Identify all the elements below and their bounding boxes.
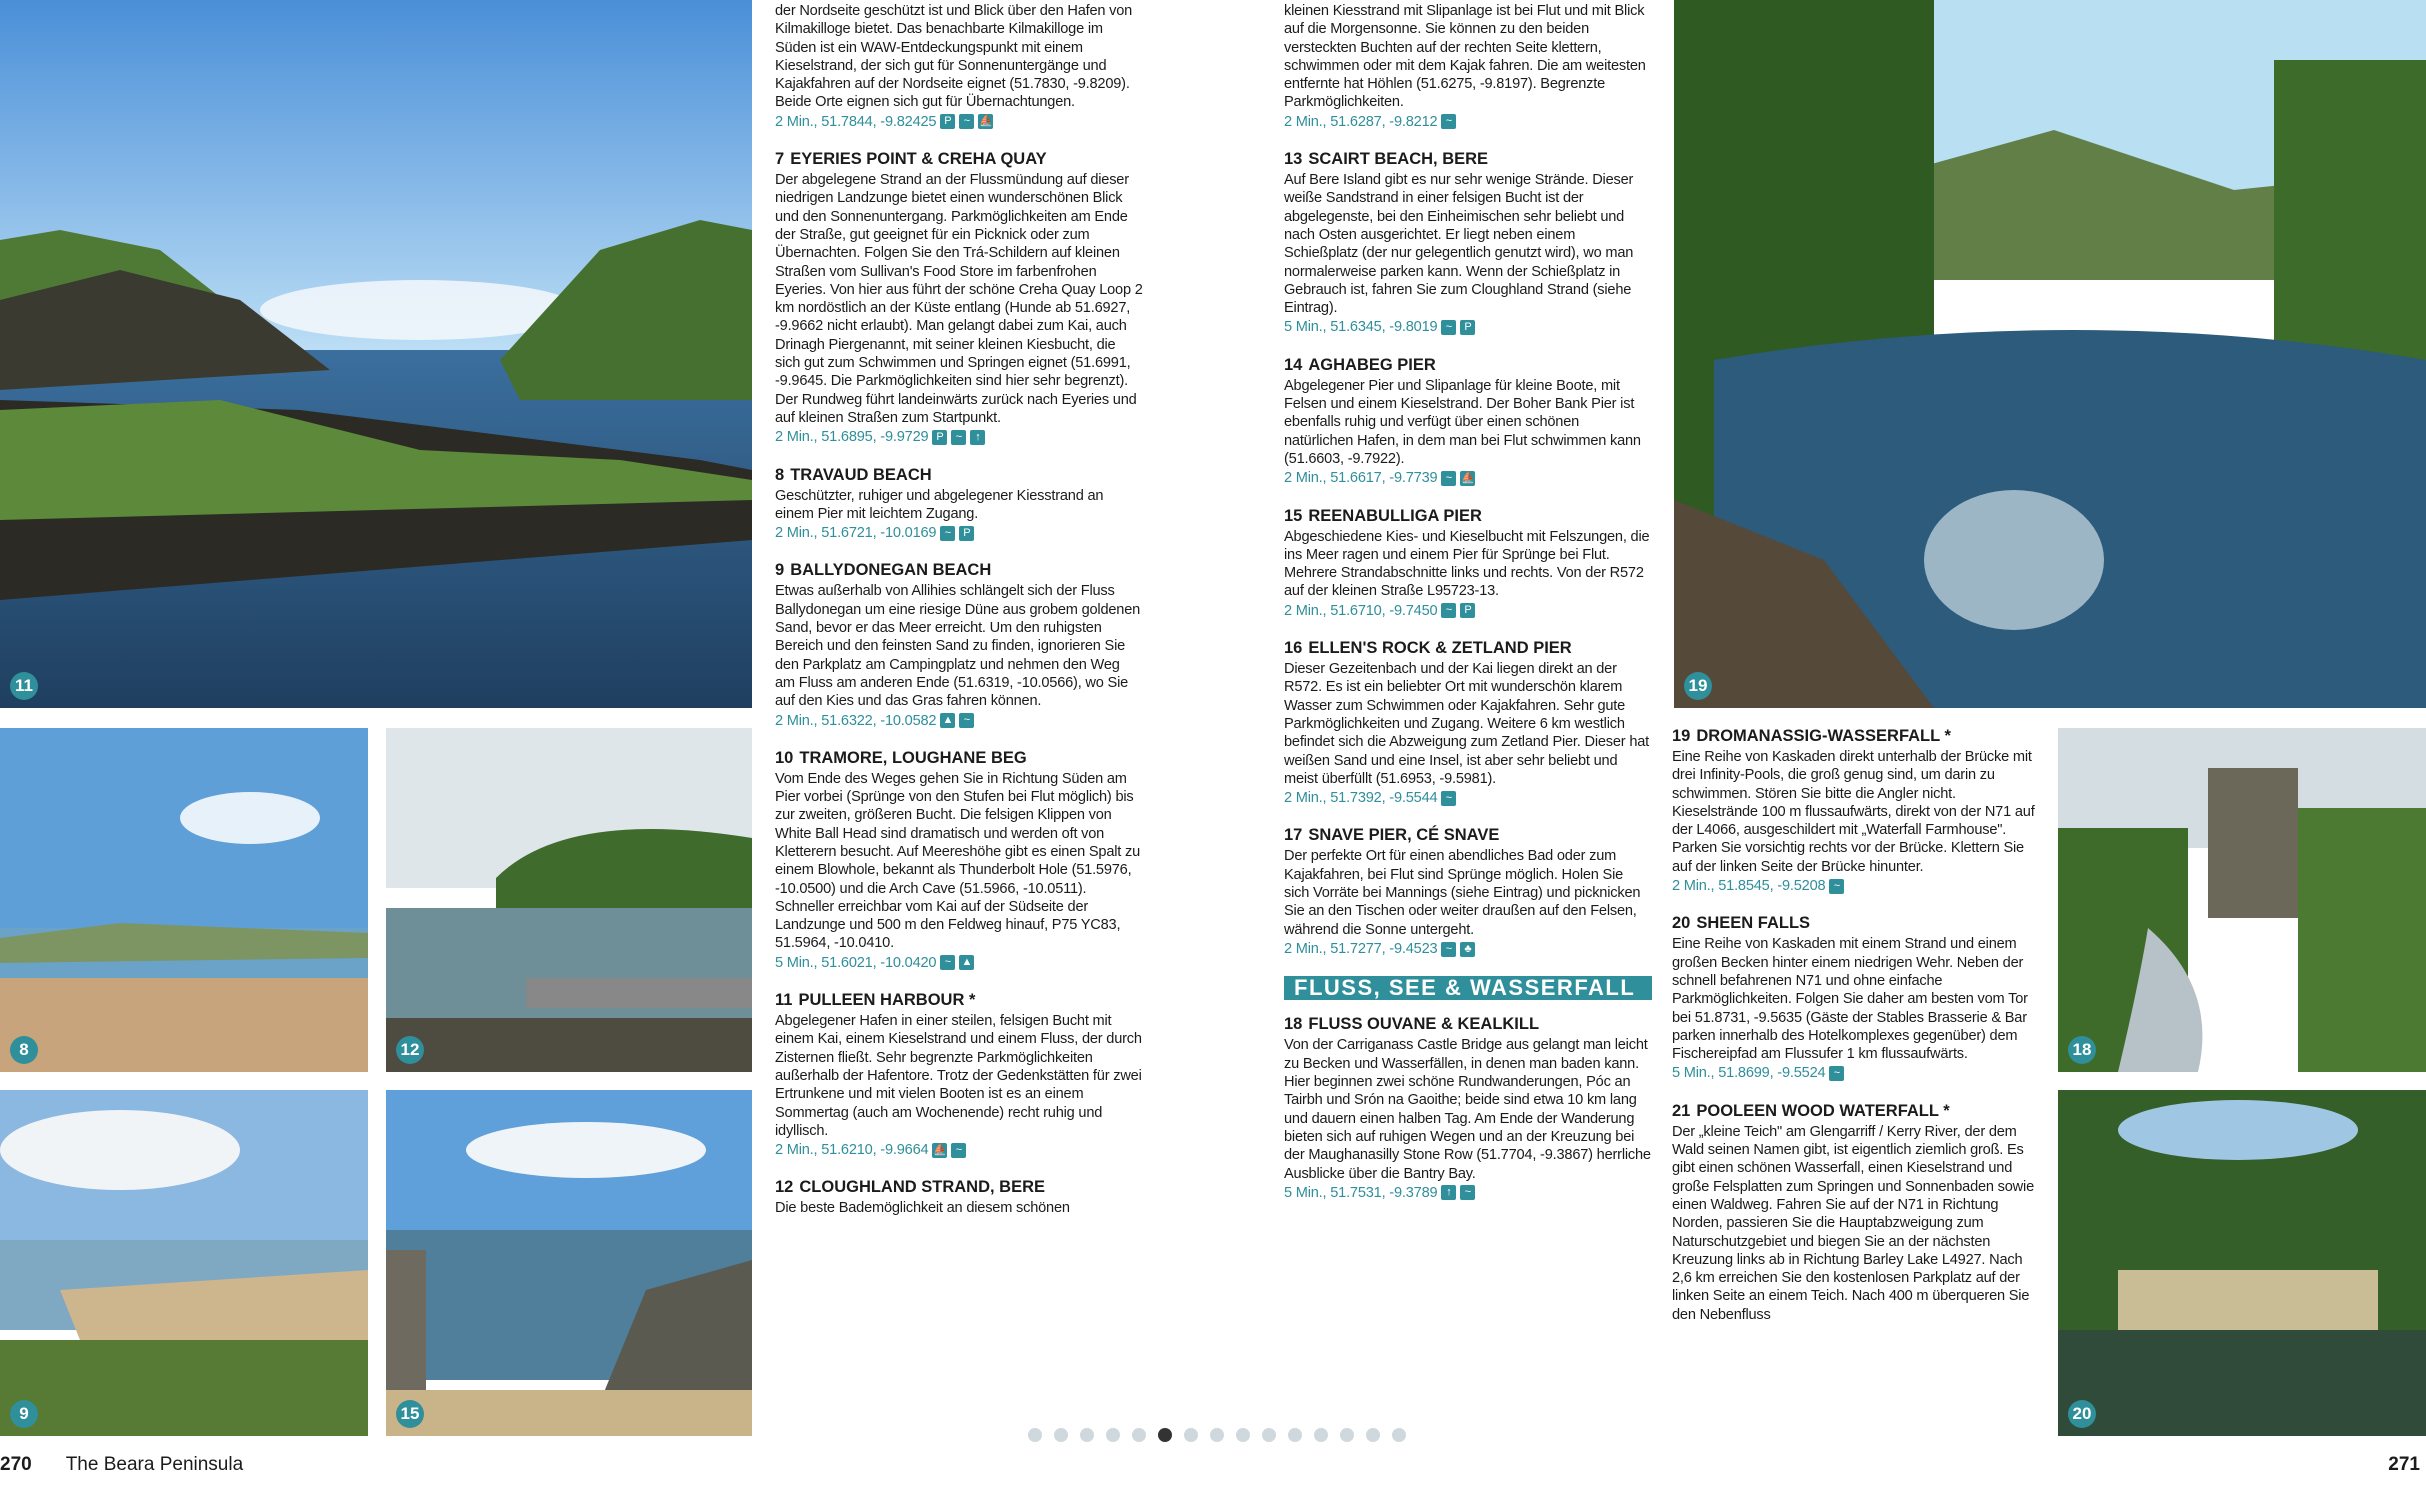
- entry-21: [1672, 1101, 2042, 1324]
- carousel-dot[interactable]: [1210, 1428, 1224, 1442]
- entry-body: Vom Ende des Weges gehen Sie in Richtung Süden am Pier vorbei (Sprünge von den Stufen bei Flut möglich) bis zur zweiten, größeren Bucht. Die felsigen Klippen von White Ball Head sind dramatisch und werden oft von Kletterern besucht. Auf Meereshöhe gibt es einen Spalt zu einem Blowhole, bekannt als Thunderbolt Hole (51.5976, -10.0500) und die Arch Cave (51.5966, -10.0511). Schneller erreichbar vom Kai auf der Südseite der Landzunge und 500 m den Feldweg hinauf, P75 YC83, 51.5964, -10.0410.: [775, 770, 1141, 952]
- meta-text: 2 Min., 51.7277, -9.4523: [1284, 940, 1438, 957]
- entry-title-text: POOLEEN WOOD WATERFALL *: [1696, 1101, 1950, 1120]
- entry-meta: [775, 428, 1143, 446]
- entry-9: [775, 560, 1143, 729]
- parking-icon: P: [940, 114, 955, 129]
- entry-number: 16: [1284, 639, 1303, 658]
- swim-icon: ~: [1441, 320, 1456, 335]
- boat-icon: ⛵: [933, 1143, 947, 1156]
- entry-20: [1672, 913, 2042, 1082]
- pier-12-image: [386, 728, 752, 1072]
- meta-text: 2 Min., 51.7844, -9.82425: [775, 113, 937, 130]
- swim-icon: ~: [959, 713, 974, 728]
- entry-body: Dieser Gezeitenbach und der Kai liegen direkt an der R572. Es ist ein beliebter Ort mit wunderschön klarem Wasser zum Schwimmen oder Kajakfahren. Sehr gute Parkmöglichkeiten und Zugang. Weitere 6 km westlich befindet sich die Abzweigung zum Zetland Pier. Dieser hat weißen Sand und eine Insel, ist aber sehr beliebt und meist überfüllt (51.6953, -9.5981).: [1284, 661, 1650, 787]
- entry-meta: [775, 712, 1143, 730]
- photo-castle-18: [2058, 728, 2426, 1072]
- entry-title-text: DROMANASSIG-WASSERFALL *: [1696, 727, 1951, 745]
- entry-body: Von der Carriganass Castle Bridge aus gelangt man leicht zu Becken und Wasserfällen, in denen man baden kann. Hier beginnen zwei schöne Rundwanderungen, Póc an Tairbh und Srón na Gaoithe; beide sind etwa 10 km lang und dauern einen halben Tag. Am Ende der Wanderung bieten sich auf ruhigen Wegen und an der Kreuzung bei der Maughanasilly Stone Row (51.7704, -9.3867) herrliche Ausblicke über die Bantry Bay.: [1284, 1037, 1651, 1182]
- entry-meta: [775, 954, 1143, 972]
- entry-meta: [1284, 789, 1652, 807]
- entry-number: 13: [1284, 150, 1303, 169]
- entry-title: [1284, 638, 1652, 658]
- entry-meta: [1284, 113, 1652, 131]
- entry-title-text: TRAMORE, LOUGHANE BEG: [799, 748, 1027, 767]
- entry-meta: [1672, 1064, 2042, 1082]
- photo-number-badge: 20: [2068, 1400, 2096, 1428]
- entry-title: [1284, 1014, 1652, 1034]
- swim-icon: ~: [940, 526, 955, 541]
- entry-number: 11: [775, 991, 793, 1010]
- entry-body: Abgeschiedene Kies- und Kieselbucht mit Felszungen, die ins Meer ragen und einem Pier für Sprünge bei Flut. Mehrere Strandabschnitte links und rechts. Von der R572 auf der kleinen Straße L95723-13.: [1284, 528, 1650, 600]
- entry-title: [775, 748, 1143, 768]
- waterfall-20-image: [2058, 1090, 2426, 1436]
- entry-title-text: FLUSS OUVANE & KEALKILL: [1308, 1015, 1540, 1034]
- shore-9-image: [0, 1090, 368, 1436]
- meta-text: 2 Min., 51.8545, -9.5208: [1672, 878, 1826, 895]
- page-number: 271: [2388, 1454, 2420, 1475]
- entry-number: 10: [775, 748, 794, 767]
- walk-icon: ↑: [970, 430, 985, 445]
- entry-number: 14: [1284, 355, 1303, 374]
- text-column-1: [775, 2, 1143, 1236]
- entry-meta: [1284, 1184, 1652, 1202]
- photo-beach-8: [0, 728, 368, 1072]
- entry-title-text: PULLEEN HARBOUR *: [798, 991, 976, 1010]
- parking-icon: P: [1460, 320, 1475, 335]
- entry-body: Der „kleine Teich" am Glengarriff / Kerry River, der dem Wald seinen Namen gibt, ist eigentlich ziemlich groß. Es gibt einen schönen Wasserfall, einen Kieselstrand und große Felsplatten zum Springen und Sonnenbaden sowie einen Waldweg. Fahren Sie auf der N71 in Richtung Norden, passieren Sie die Hauptabzweigung zum Naturschutzgebiet und biegen Sie an der nächsten Kreuzung links ab in Richtung Barley Lake L4927. Nach 2,6 km erreichen Sie den kostenlosen Parkplatz auf der linken Seite an einem Teich. Nach 400 m überqueren Sie den Nebenfluss: [1672, 1123, 2034, 1323]
- parking-icon: P: [932, 430, 947, 445]
- swim-icon: ~: [1460, 1185, 1475, 1200]
- entry-number: 15: [1284, 506, 1303, 525]
- carousel-dot[interactable]: [1184, 1428, 1198, 1442]
- entry-body: Auf Bere Island gibt es nur sehr wenige Strände. Dieser weiße Sandstrand in einer felsigen Bucht ist der abgelegenste, bei den Einheimischen sehr beliebt und nach Osten ausgerichtet. Er liegt neben einem Schießplatz (der nur gelegentlich genutzt wird), wo man normalerweise parken kann. Wenn der Schießplatz in Gebrauch ist, fahren Sie zum Cloughland Strand (siehe Eintrag).: [1284, 172, 1634, 317]
- carousel-dot[interactable]: [1080, 1428, 1094, 1442]
- entry-title-text: EYERIES POINT & CREHA QUAY: [790, 150, 1047, 169]
- swim-icon: ~: [959, 114, 974, 129]
- photo-number-badge: 18: [2068, 1036, 2096, 1064]
- entry-12: [775, 1177, 1143, 1217]
- carousel-dot[interactable]: [1314, 1428, 1328, 1442]
- entry-title-text: ELLEN'S ROCK & ZETLAND PIER: [1308, 639, 1572, 658]
- entry-title: [1284, 825, 1652, 845]
- entry-title-text: AGHABEG PIER: [1308, 355, 1436, 374]
- entry-number: 21: [1672, 1101, 1691, 1120]
- column-intro: der Nordseite geschützt ist und Blick über den Hafen von Kilmakilloge bietet. Das benachbarte Kilmakilloge im Süden ist ein WAW-Entdeckungspunkt mit einem Kieselstrand, der sich gut für Sonnenuntergänge und Kajakfahren auf der Nordseite eignet (51.7830, -9.8209). Beide Orte eignen sich gut für Übernachtungen.: [775, 3, 1133, 111]
- meta-text: 2 Min., 51.6617, -9.7739: [1284, 470, 1438, 487]
- entry-title: [1672, 1101, 2042, 1121]
- picnic-icon: ♣: [1460, 942, 1475, 957]
- entry-title: [1284, 355, 1652, 375]
- photo-harbour-15: [386, 1090, 752, 1436]
- entry-body: Der perfekte Ort für einen abendliches Bad oder zum Kajakfahren, bei Flut sind Sprünge möglich. Holen Sie sich Vorräte bei Mannings (siehe Eintrag) und picknicken Sie an den Tischen oder weiter draußen auf den Felsen, während die Sonne untergeht.: [1284, 848, 1641, 938]
- entry-14: [1284, 355, 1652, 488]
- photo-number-badge: 15: [396, 1400, 424, 1428]
- carousel-dots: [1028, 1428, 1406, 1442]
- meta-text: 5 Min., 51.6345, -9.8019: [1284, 319, 1438, 336]
- parking-icon: P: [1460, 603, 1475, 618]
- entry-meta: [1284, 940, 1652, 958]
- carousel-dot[interactable]: [1392, 1428, 1406, 1442]
- entry-number: 19: [1672, 727, 1691, 745]
- camping-icon: ▲: [940, 713, 955, 728]
- entry-number: 7: [775, 150, 785, 169]
- carousel-dot[interactable]: [1236, 1428, 1250, 1442]
- beach-8-image: [0, 728, 368, 1072]
- meta-text: 2 Min., 51.6710, -9.7450: [1284, 602, 1438, 619]
- entry-title-text: BALLYDONEGAN BEACH: [790, 561, 992, 580]
- swim-icon: ~: [1829, 1066, 1844, 1081]
- carousel-dot[interactable]: [1366, 1428, 1380, 1442]
- entry-7: [775, 149, 1143, 446]
- entry-title: [775, 1177, 1143, 1197]
- walk-icon: ↑: [1441, 1185, 1456, 1200]
- entry-15: [1284, 506, 1652, 620]
- meta-text: 2 Min., 51.6895, -9.9729: [775, 429, 929, 446]
- photo-number-badge: 19: [1684, 672, 1712, 700]
- carousel-dot[interactable]: [1028, 1428, 1042, 1442]
- photo-pier-12: [386, 728, 752, 1072]
- entry-19: [1672, 726, 2042, 895]
- text-column-3: [1672, 726, 2042, 1342]
- entry-17: [1284, 825, 1652, 958]
- boat-icon: ⛵: [979, 115, 993, 128]
- entry-number: 12: [775, 1178, 794, 1197]
- meta-text: 2 Min., 51.6210, -9.9664: [775, 1142, 929, 1159]
- entry-meta: [1284, 602, 1652, 620]
- entry-title: [775, 990, 1143, 1010]
- carousel-dot[interactable]: [1132, 1428, 1146, 1442]
- castle-18-image: [2058, 728, 2426, 1072]
- entry-meta: [1284, 318, 1652, 336]
- swim-icon: ~: [940, 955, 955, 970]
- entry-title: [1284, 149, 1652, 169]
- entry-body: Eine Reihe von Kaskaden mit einem Strand und einem großen Becken hinter einem niedrigen Wehr. Neben der schnell befahrenen N71 und ohne einfache Parkmöglichkeiten. Folgen Sie daher am besten vom Tor bei 51.8731, -9.5635 (Gäste der Stables Brasserie & Bar parken innerhalb des Hotelkomplexes gegenüber) dem Fischereipfad am Flussufer 1 km flussaufwärts.: [1672, 936, 2028, 1063]
- meta-text: 2 Min., 51.6721, -10.0169: [775, 525, 937, 542]
- entry-number: 20: [1672, 914, 1691, 933]
- photo-cove-11: [0, 0, 752, 708]
- entry-number: 17: [1284, 826, 1303, 845]
- section-heading: FLUSS, SEE & WASSERFALL: [1284, 976, 1652, 1000]
- meta-text: 5 Min., 51.8699, -9.5524: [1672, 1065, 1826, 1082]
- photo-number-badge: 9: [10, 1400, 38, 1428]
- photo-pool-19: [1674, 0, 2426, 708]
- swim-icon: ~: [1441, 471, 1456, 486]
- entry-title-text: SCAIRT BEACH, BERE: [1308, 150, 1489, 169]
- swim-icon: ~: [1829, 879, 1844, 894]
- swim-icon: ~: [951, 1143, 966, 1158]
- entry-body: Die beste Bademöglichkeit an diesem schönen: [775, 1200, 1070, 1217]
- harbour-15-image: [386, 1090, 752, 1436]
- column-intro: kleinen Kiesstrand mit Slipanlage ist bei Flut und mit Blick auf die Morgensonne. Sie können zu den beiden versteckten Buchten auf der rechten Seite klettern, schwimmen oder mit dem Kajak fahren. Die am weitesten entfernte hat Höhlen (51.6275, -9.8197). Begrenzte Parkmöglichkeiten.: [1284, 3, 1646, 111]
- entry-title: [1672, 726, 2042, 746]
- entry-meta: [775, 1141, 1143, 1159]
- entry-meta: [1672, 877, 2042, 895]
- carousel-dot[interactable]: [1288, 1428, 1302, 1442]
- photo-number-badge: 11: [10, 672, 38, 700]
- swim-icon: ~: [951, 430, 966, 445]
- text-column-2: [1284, 2, 1652, 1220]
- carousel-dot[interactable]: [1262, 1428, 1276, 1442]
- entry-18: [1284, 1014, 1652, 1202]
- photo-number-badge: 8: [10, 1036, 38, 1064]
- entry-title: [1284, 506, 1652, 526]
- carousel-dot[interactable]: [1158, 1428, 1172, 1442]
- entry-number: 18: [1284, 1015, 1303, 1034]
- entry-title: [1672, 913, 2042, 933]
- entry-title-text: SHEEN FALLS: [1696, 914, 1811, 933]
- entry-title-text: CLOUGHLAND STRAND, BERE: [799, 1178, 1046, 1197]
- cove-11-image: [0, 0, 752, 708]
- entry-meta: [775, 524, 1143, 542]
- carousel-dot[interactable]: [1106, 1428, 1120, 1442]
- entry-title-text: SNAVE PIER, CÉ SNAVE: [1308, 826, 1500, 845]
- entry-body: Etwas außerhalb von Allihies schlängelt sich der Fluss Ballydonegan um eine riesige Düne aus grobem goldenen Sand, bevor er das Meer erreicht. Um den ruhigsten Bereich und den feinsten Sand zu finden, ignorieren Sie den Parkplatz am Campingplatz und nehmen den Weg am Fluss am anderen Ende (51.6319, -10.0566), wo Sie auf den Kies und das Gras fahren können.: [775, 583, 1141, 710]
- meta-text: 5 Min., 51.6021, -10.0420: [775, 954, 937, 971]
- entry-number: 8: [775, 465, 785, 484]
- carousel-dot[interactable]: [1340, 1428, 1354, 1442]
- entry-8: [775, 465, 1143, 543]
- pool-19-image: [1674, 0, 2426, 708]
- entry-body: Eine Reihe von Kaskaden direkt unterhalb der Brücke mit drei Infinity-Pools, die groß genug sind, um darin zu schwimmen. Stören Sie bitte die Angler nicht. Kieselstrände 100 m flussaufwärts, direkt von der N71 auf der L4066, ausgeschildert mit „Waterfall Farmhouse". Parken Sie vorsichtig rechts vor der Brücke. Klettern Sie auf der linken Seite der Brücke hinunter.: [1672, 749, 2035, 875]
- entry-11: [775, 990, 1143, 1159]
- running-head: The Beara Peninsula: [65, 1454, 244, 1475]
- entry-number: 9: [775, 561, 785, 580]
- page-number: 270: [0, 1454, 32, 1475]
- entry-16: [1284, 638, 1652, 807]
- meta-text: 2 Min., 51.7392, -9.5544: [1284, 790, 1438, 807]
- entry-meta: [1284, 469, 1652, 487]
- photo-number-badge: 12: [396, 1036, 424, 1064]
- entry-10: [775, 748, 1143, 972]
- entry-13: [1284, 149, 1652, 337]
- entry-title: [775, 149, 1143, 169]
- entry-body: Der abgelegene Strand an der Flussmündung auf dieser niedrigen Landzunge bietet einen wunderschönen Blick und den Sonnenuntergang. Parkmöglichkeiten am Ende der Straße, gut geeignet für ein Picknick oder zum Übernachten. Folgen Sie den Trá-Schildern auf kleinen Straßen vom Sullivan's Food Store im farbenfrohen Eyeries. Von hier aus führt der schöne Creha Quay Loop 2 km nordöstlich an der Küste entlang (Hunde ab 51.6927, -9.9662 nicht erlaubt). Man gelangt dabei zum Kai, auch Drinagh Piergenannt, mit seiner kleinen Kiesbucht, die sich gut zum Schwimmen und Springen eignet (51.6991, -9.9645. Die Parkmöglichkeiten sind hier sehr begrenzt). Der Rundweg führt landeinwärts zurück nach Eyeries und auf kleinen Straßen zum Startpunkt.: [775, 172, 1143, 426]
- photo-waterfall-20: [2058, 1090, 2426, 1436]
- entry-meta: [775, 113, 1143, 131]
- entry-title: [775, 560, 1143, 580]
- photo-shore-9: [0, 1090, 368, 1436]
- carousel-dot[interactable]: [1054, 1428, 1068, 1442]
- meta-text: 2 Min., 51.6322, -10.0582: [775, 712, 937, 729]
- swim-icon: ~: [1441, 603, 1456, 618]
- swim-icon: ~: [1441, 791, 1456, 806]
- meta-text: 5 Min., 51.7531, -9.3789: [1284, 1184, 1438, 1201]
- right-folio: [2388, 1454, 2420, 1476]
- entry-title-text: REENABULLIGA PIER: [1308, 506, 1482, 525]
- left-folio: [0, 1454, 243, 1476]
- entry-body: Abgelegener Pier und Slipanlage für kleine Boote, mit Felsen und einem Kieselstrand. Der Boher Bank Pier ist ebenfalls ruhig und verfügt über einen schönen natürlichen Hafen, in dem man bei Flut schwimmen kann (51.6603, -9.7922).: [1284, 377, 1641, 467]
- entry-body: Geschützter, ruhiger und abgelegener Kiesstrand an einem Pier mit leichtem Zugang.: [775, 487, 1104, 522]
- meta-text: 2 Min., 51.6287, -9.8212: [1284, 113, 1438, 130]
- climb-icon: ▲: [959, 955, 974, 970]
- swim-icon: ~: [1441, 942, 1456, 957]
- parking-icon: P: [959, 526, 974, 541]
- boat-icon: ⛵: [1461, 471, 1475, 484]
- entry-title: [775, 465, 1143, 485]
- entry-title-text: TRAVAUD BEACH: [790, 465, 932, 484]
- entry-body: Abgelegener Hafen in einer steilen, felsigen Bucht mit einem Kai, einem Kieselstrand und einem Fluss, der durch Zisternen fließt. Sehr begrenzte Parkmöglichkeiten außerhalb der Hafentore. Trotz der Gedenkstätten für zwei Ertrunkene und mit vielen Booten ist es an einem Sommertag (auch am Wochenende) recht ruhig und idyllisch.: [775, 1013, 1142, 1139]
- swim-icon: ~: [1441, 114, 1456, 129]
